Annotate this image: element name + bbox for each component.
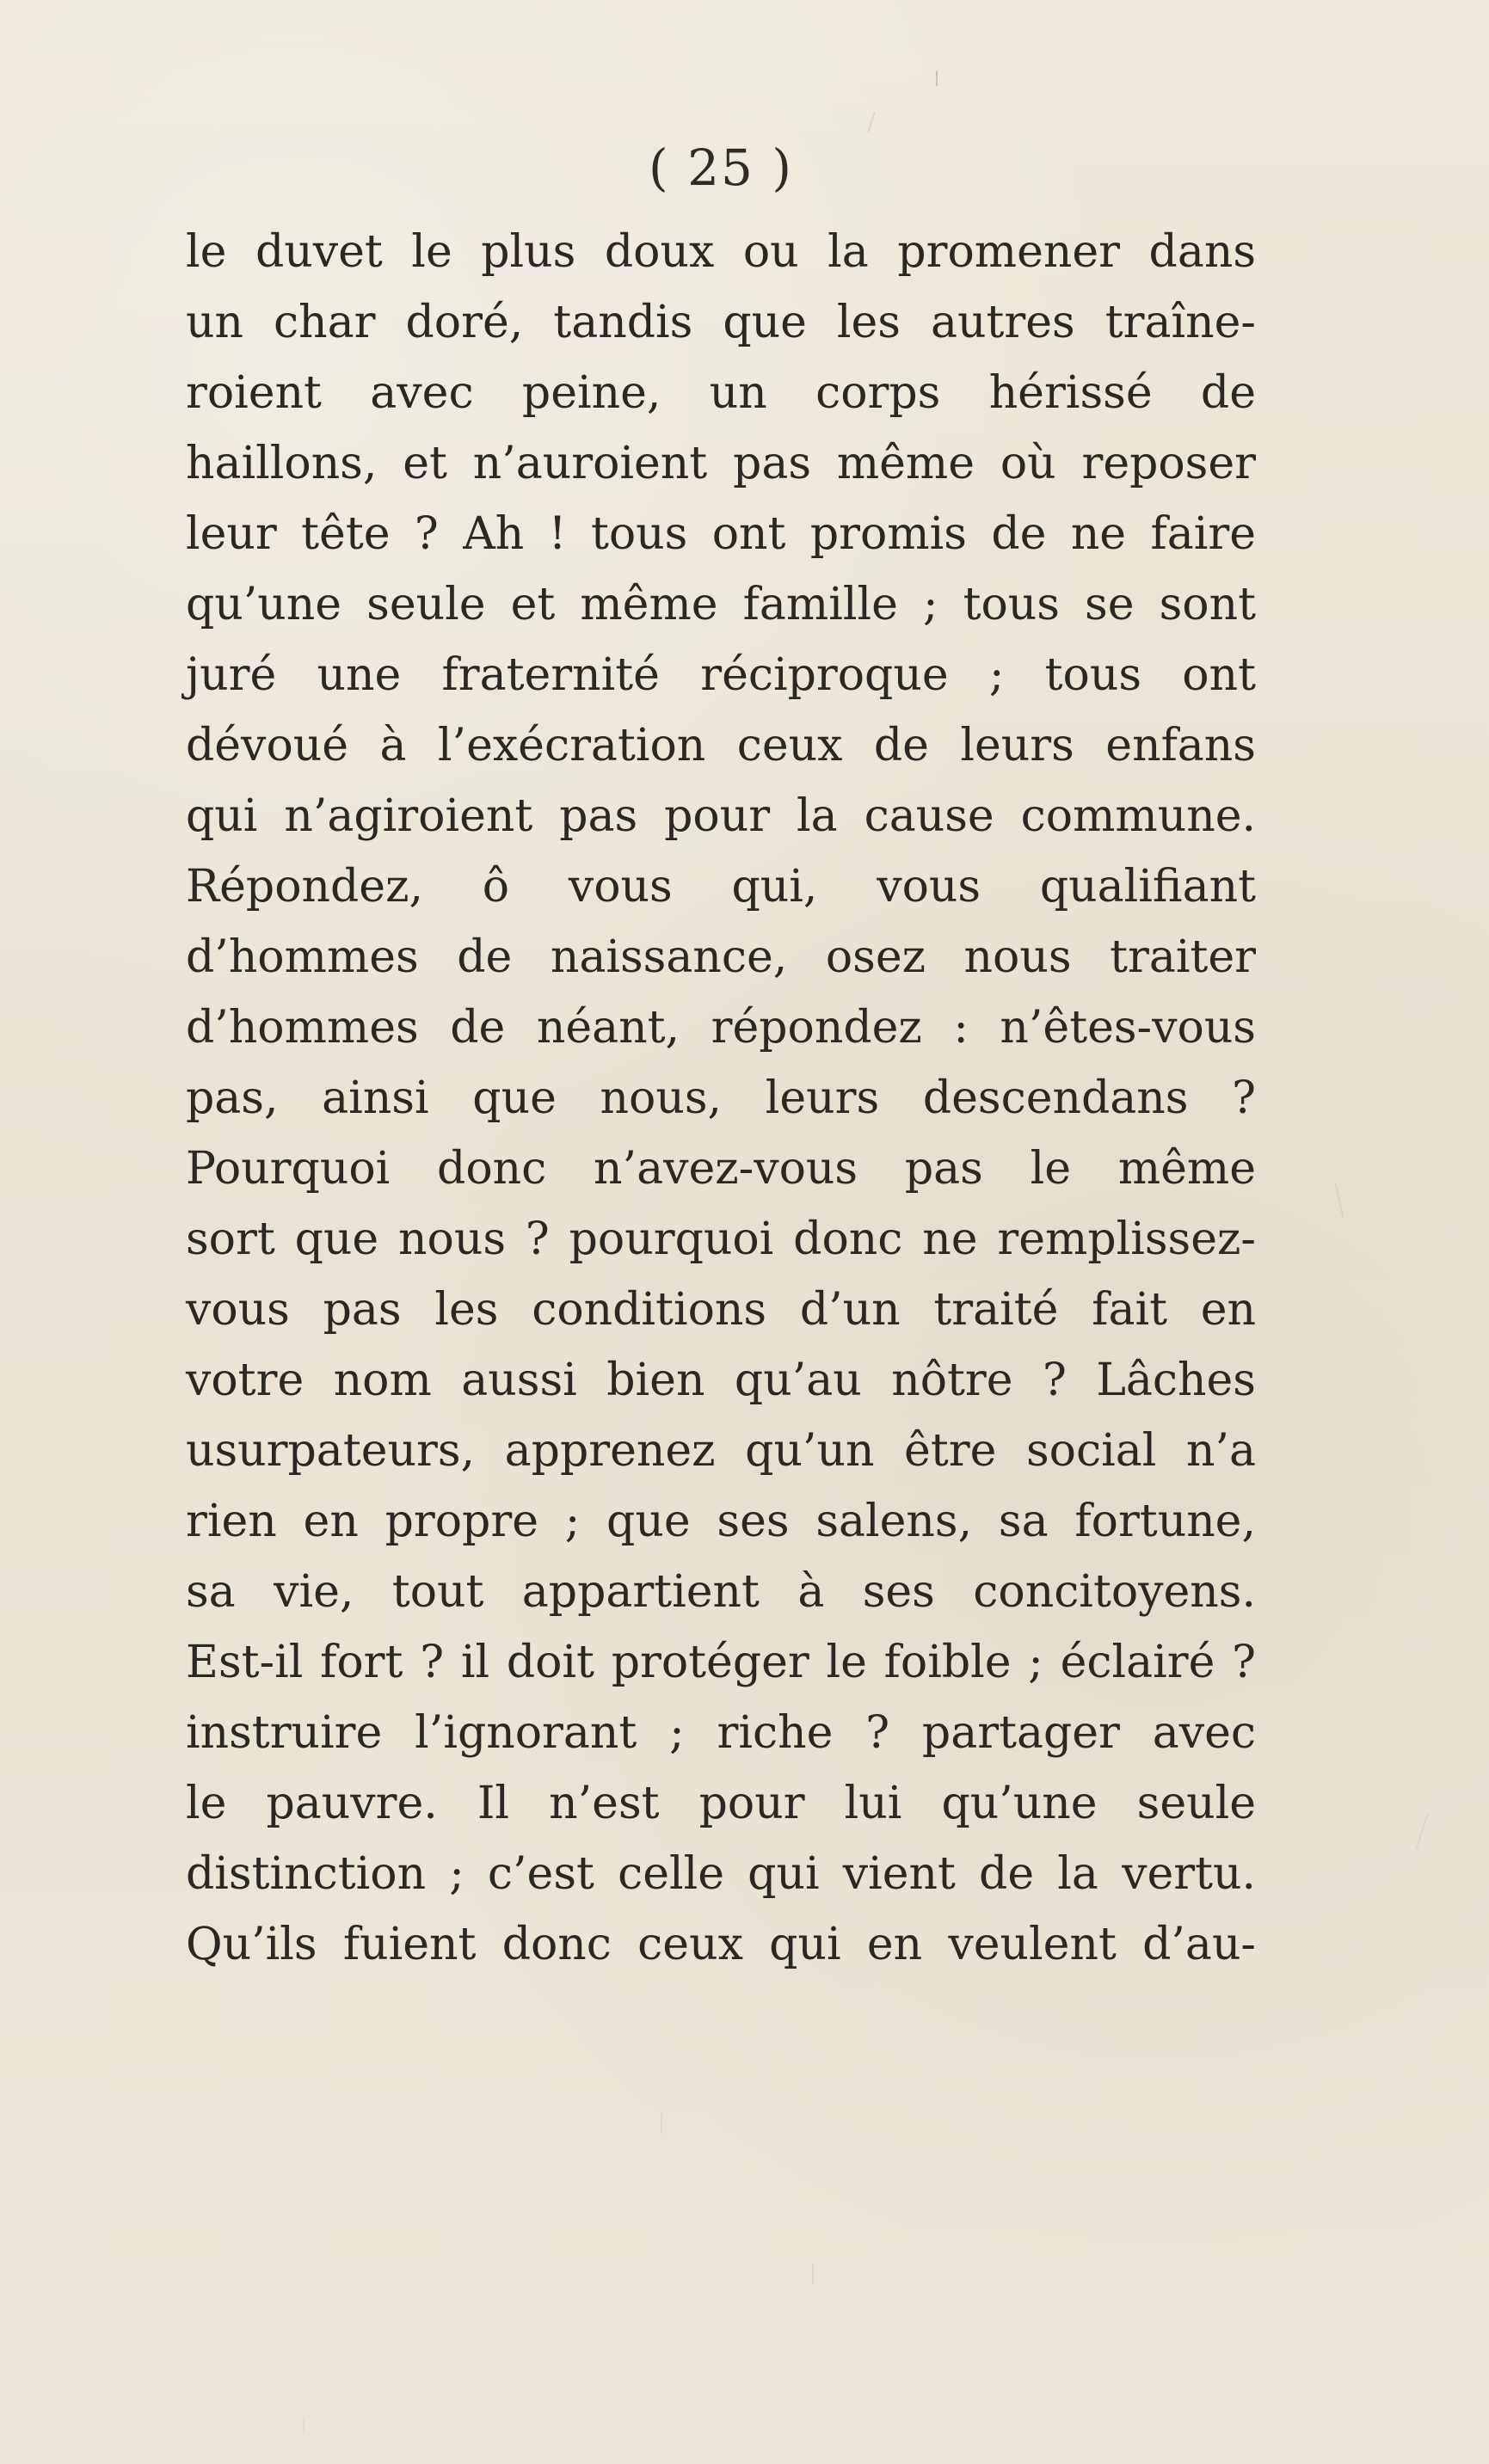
paper-mark (1335, 1183, 1344, 1218)
text-line: instruire l’ignorant ; riche ? partager avec (186, 1707, 1256, 1759)
text-line: usurpateurs, apprenez qu’un être social n’a (186, 1425, 1256, 1477)
paper-mark (661, 2113, 662, 2134)
text-line: qui n’agiroient pas pour la cause commune. (186, 790, 1256, 842)
text-line: pas, ainsi que nous, leurs descendans ? (186, 1072, 1256, 1124)
paper-mark (936, 71, 938, 86)
text-line: Pourquoi donc n’avez-vous pas le même (186, 1143, 1256, 1195)
text-line: leur tête ? Ah ! tous ont promis de ne faire (186, 508, 1256, 560)
text-line: distinction ; c’est celle qui vient de la vertu. (186, 1848, 1256, 1900)
text-line: qu’une seule et même famille ; tous se sont (186, 579, 1256, 630)
text-line: d’hommes de naissance, osez nous traiter (186, 931, 1256, 983)
paper-mark (303, 2417, 305, 2434)
text-line: d’hommes de néant, répondez : n’êtes-vous (186, 1002, 1256, 1054)
text-line: vous pas les conditions d’un traité fait en (186, 1284, 1256, 1336)
body-text (186, 217, 1256, 1980)
text-line: Qu’ils fuient donc ceux qui en veulent d’au- (186, 1919, 1256, 1970)
text-line: juré une fraternité réciproque ; tous ont (186, 649, 1256, 701)
paper-mark (1415, 1814, 1428, 1850)
paper-mark (812, 2264, 814, 2284)
text-line: Répondez, ô vous qui, vous qualifiant (186, 861, 1256, 912)
text-line: haillons, et n’auroient pas même où reposer (186, 438, 1256, 489)
paper-mark (867, 112, 875, 132)
text-line: sa vie, tout appartient à ses concitoyens. (186, 1566, 1256, 1618)
text-line: sort que nous ? pourquoi donc ne remplissez- (186, 1214, 1256, 1265)
text-line: le pauvre. Il n’est pour lui qu’une seule (186, 1778, 1256, 1829)
text-line: un char doré, tandis que les autres traîne- (186, 297, 1256, 348)
page-number: ( 25 ) (649, 138, 793, 197)
text-line: dévoué à l’exécration ceux de leurs enfans (186, 720, 1256, 771)
text-line: votre nom aussi bien qu’au nôtre ? Lâches (186, 1355, 1256, 1406)
text-line: roient avec peine, un corps hérissé de (186, 367, 1256, 419)
text-line: le duvet le plus doux ou la promener dans (186, 226, 1256, 278)
text-line: rien en propre ; que ses salens, sa fortune, (186, 1496, 1256, 1547)
text-line: Est-il fort ? il doit protéger le foible ; éclairé ? (186, 1637, 1256, 1688)
